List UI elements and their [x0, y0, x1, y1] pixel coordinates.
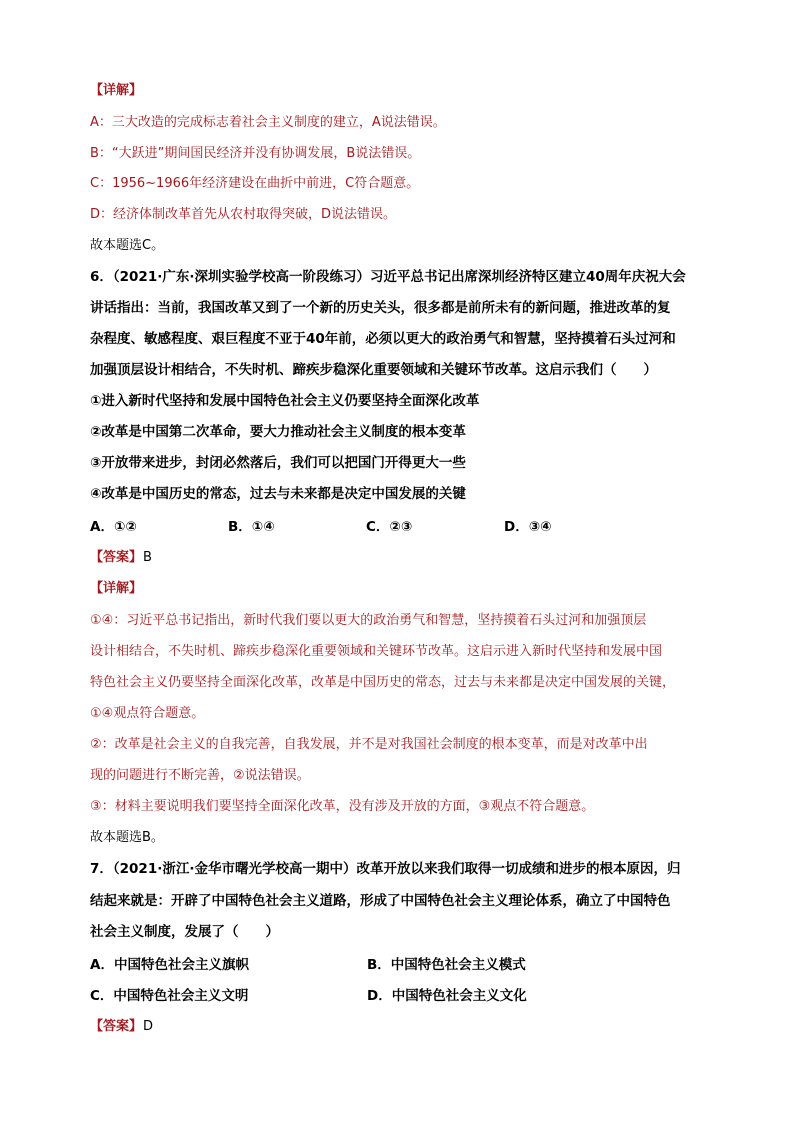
- question-stem: 加强顶层设计相结合，不失时机、蹄疾步稳深化重要领域和关键环节改革。这启示我们（ ）: [90, 362, 657, 378]
- detail-line: ②：改革是社会主义的自我完善，自我发展，并不是对我国社会制度的根本变革，而是对改革中出: [90, 737, 648, 752]
- statement: ②改革是中国第二次革命，要大力推动社会主义制度的根本变革: [90, 424, 466, 440]
- statement: ④改革是中国历史的常态，过去与未来都是决定中国发展的关键: [90, 486, 466, 502]
- question-stem: 讲话指出：当前，我国改革又到了一个新的历史关头，很多都是前所未有的新问题，推进改革的复: [90, 300, 671, 316]
- question-stem: 7．（2021·浙江·金华市曙光学校高一期中）改革开放以来我们取得一切成绩和进步的根本原因，归: [90, 861, 681, 877]
- statement: ①进入新时代坚持和发展中国特色社会主义仍要坚持全面深化改革: [90, 393, 480, 409]
- option-b: B．中国特色社会主义模式: [367, 957, 526, 973]
- option-d: D．中国特色社会主义文化: [367, 988, 527, 1004]
- conclusion-line: 故本题选B。: [90, 830, 164, 845]
- detail-line: B：“大跃进”期间国民经济并没有协调发展，B说法错误。: [90, 146, 421, 161]
- detail-heading: 【详解】: [90, 83, 143, 98]
- answer-line: [90, 547, 152, 569]
- conclusion-line: 故本题选C。: [90, 238, 165, 253]
- question-stem: 社会主义制度，发展了（ ）: [90, 924, 279, 940]
- answer-tag: 【答案】: [90, 550, 143, 565]
- answer-tag: 【答案】: [90, 1019, 143, 1034]
- statement: ③开放带来进步，封闭必然落后，我们可以把国门开得更大一些: [90, 455, 466, 471]
- option-b: B．①④: [228, 519, 275, 535]
- answer-value: B: [143, 550, 152, 565]
- option-c: C．②③: [366, 519, 413, 535]
- detail-heading: 【详解】: [90, 581, 143, 596]
- detail-line: 设计相结合，不失时机、蹄疾步稳深化重要领域和关键环节改革。这启示进入新时代坚持和发展中国: [90, 644, 663, 659]
- answer-value: D: [143, 1019, 154, 1034]
- option-d: D．③④: [504, 519, 552, 535]
- question-stem: 杂程度、敏感程度、艰巨程度不亚于40年前，必须以更大的政治勇气和智慧，坚持摸着石头过河和: [90, 331, 676, 347]
- detail-line: 特色社会主义仍要坚持全面深化改革，改革是中国历史的常态，过去与未来都是决定中国发展的关键，: [90, 675, 676, 690]
- option-c: C．中国特色社会主义文明: [90, 988, 249, 1004]
- question-stem: 6．（2021·广东·深圳实验学校高一阶段练习）习近平总书记出席深圳经济特区建立40周年庆祝大会: [90, 269, 686, 285]
- detail-line: A：三大改造的完成标志着社会主义制度的建立，A说法错误。: [90, 115, 446, 130]
- answer-line: [90, 1016, 153, 1038]
- option-a: A．中国特色社会主义旗帜: [90, 957, 249, 973]
- question-stem: 结起来就是：开辟了中国特色社会主义道路，形成了中国特色社会主义理论体系，确立了中国特色: [90, 893, 671, 909]
- detail-line: 现的问题进行不断完善，②说法错误。: [90, 768, 310, 783]
- detail-line: D：经济体制改革首先从农村取得突破，D说法错误。: [90, 207, 397, 222]
- detail-line: ①④观点符合题意。: [90, 706, 205, 721]
- detail-line: ③：材料主要说明我们要坚持全面深化改革，没有涉及开放的方面，③观点不符合题意。: [90, 799, 595, 814]
- detail-line: C：1956~1966年经济建设在曲折中前进，C符合题意。: [90, 176, 420, 191]
- detail-line: ①④：习近平总书记指出，新时代我们要以更大的政治勇气和智慧，坚持摸着石头过河和加强顶层: [90, 613, 647, 628]
- option-a: A．①②: [90, 519, 137, 535]
